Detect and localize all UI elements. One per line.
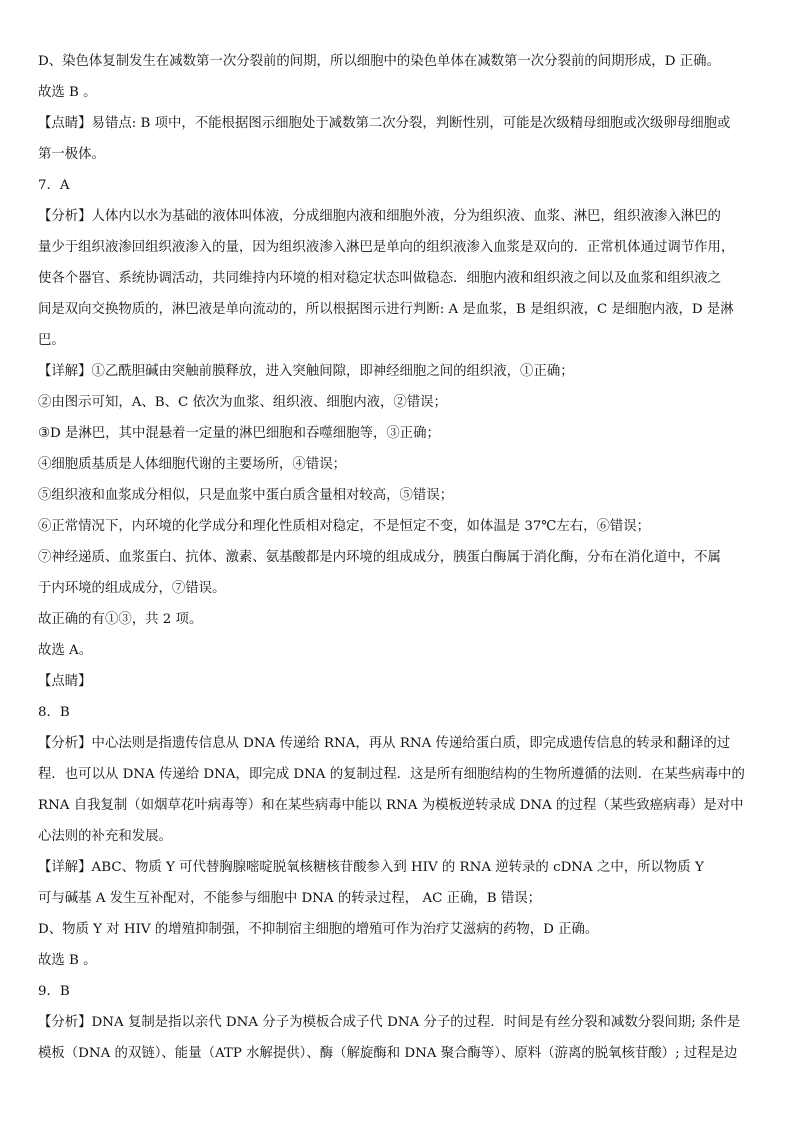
- tip-heading: 【点睛】: [38, 674, 92, 689]
- detail-item: 于内环境的组成成分，⑦错误。: [38, 581, 226, 596]
- detail-item: ④细胞质基质是人体细胞代谢的主要场所，④错误；: [38, 457, 346, 472]
- detail-item: 可与碱基 A 发生互补配对，不能参与细胞中 DNA 的转录过程， AC 正确，B 错误；: [38, 891, 542, 906]
- detail-item: ⑤组织液和血浆成分相似，只是血浆中蛋白质含量相对较高，⑤错误；: [38, 488, 454, 503]
- analysis-paragraph: 模板（DNA 的双链）、能量（ATP 水解提供）、酶（解旋酶和 DNA 聚合酶等）、原料（游离的脱氧核苷酸）; 过程是边: [38, 1046, 738, 1061]
- answer-d-explanation: D、染色体复制发生在减数第一次分裂前的间期，所以细胞中的染色单体在减数第一次分裂前的间期形成，D 正确。: [38, 54, 720, 69]
- detail-item: 【详解】ABC、物质 Y 可代替胸腺嘧啶脱氧核糖核苷酸参入到 HIV 的 RNA 逆转录的 cDNA 之中，所以物质 Y: [38, 860, 704, 875]
- detail-item: ③D 是淋巴，其中混悬着一定量的淋巴细胞和吞噬细胞等，③正确；: [38, 426, 440, 441]
- question-number: 7．A: [38, 178, 70, 193]
- analysis-paragraph: 心法则的补充和发展。: [38, 829, 172, 844]
- analysis-paragraph: 【分析】中心法则是指遗传信息从 DNA 传递给 RNA，再从 RNA 传递给蛋白质，即完成遗传信息的转录和翻译的过: [38, 736, 731, 751]
- analysis-paragraph: 【分析】DNA 复制是指以亲代 DNA 分子为模板合成子代 DNA 分子的过程．时间是有丝分裂和减数分裂间期; 条件是: [38, 1015, 741, 1030]
- question-number: 8．B: [38, 705, 70, 720]
- question-number: 9．B: [38, 984, 70, 999]
- analysis-paragraph: 巴。: [38, 333, 65, 348]
- detail-item: ⑥正常情况下，内环境的化学成分和理化性质相对稳定，不是恒定不变，如体温是 37℃左右，⑥错误；: [38, 519, 651, 534]
- summary-line: 故正确的有①③，共 2 项。: [38, 612, 203, 627]
- tip-paragraph: 【点睛】易错点: B 项中，不能根据图示细胞处于减数第二次分裂，判断性别，可能是次级精母细胞或次级卵母细胞或: [38, 116, 731, 131]
- answer-choice: 故选 A。: [38, 643, 93, 658]
- answer-choice: 故选 B 。: [38, 953, 97, 968]
- answer-choice: 故选 B 。: [38, 85, 97, 100]
- analysis-paragraph: 间是双向交换物质的，淋巴液是单向流动的，所以根据图示进行判断: A 是血浆，B 是组织液，C 是细胞内液，D 是淋: [38, 302, 734, 317]
- analysis-paragraph: 程．也可以从 DNA 传递给 DNA，即完成 DNA 的复制过程．这是所有细胞结构的生物所遵循的法则．在某些病毒中的: [38, 767, 745, 782]
- detail-item: 【详解】①乙酰胆碱由突触前膜释放，进入突触间隙，即神经细胞之间的组织液，①正确；: [38, 364, 574, 379]
- detail-item: D、物质 Y 对 HIV 的增殖抑制强，不抑制宿主细胞的增殖可作为治疗艾滋病的药物，D 正确。: [38, 922, 599, 937]
- analysis-paragraph: RNA 自我复制（如烟草花叶病毒等）和在某些病毒中能以 RNA 为模板逆转录成 DNA 的过程（某些致癌病毒）是对中: [38, 798, 744, 813]
- analysis-paragraph: 【分析】人体内以水为基础的液体叫体液，分成细胞内液和细胞外液，分为组织液、血浆、淋巴，组织液渗入淋巴的: [38, 209, 721, 224]
- detail-item: ②由图示可知，A、B、C 依次为血浆、组织液、细胞内液，②错误；: [38, 395, 447, 410]
- tip-paragraph: 第一极体。: [38, 147, 105, 162]
- detail-item: ⑦神经递质、血浆蛋白、抗体、激素、氨基酸都是内环境的组成成分，胰蛋白酶属于消化酶，分布在消化道中，不属: [38, 550, 721, 565]
- analysis-paragraph: 使各个器官、系统协调活动，共同维持内环境的相对稳定状态叫做稳态．细胞内液和组织液之间以及血浆和组织液之: [38, 271, 721, 286]
- analysis-paragraph: 量少于组织液渗回组织液渗入的量，因为组织液渗入淋巴是单向的组织液渗入血浆是双向的．正常机体通过调节作用，: [38, 240, 735, 255]
